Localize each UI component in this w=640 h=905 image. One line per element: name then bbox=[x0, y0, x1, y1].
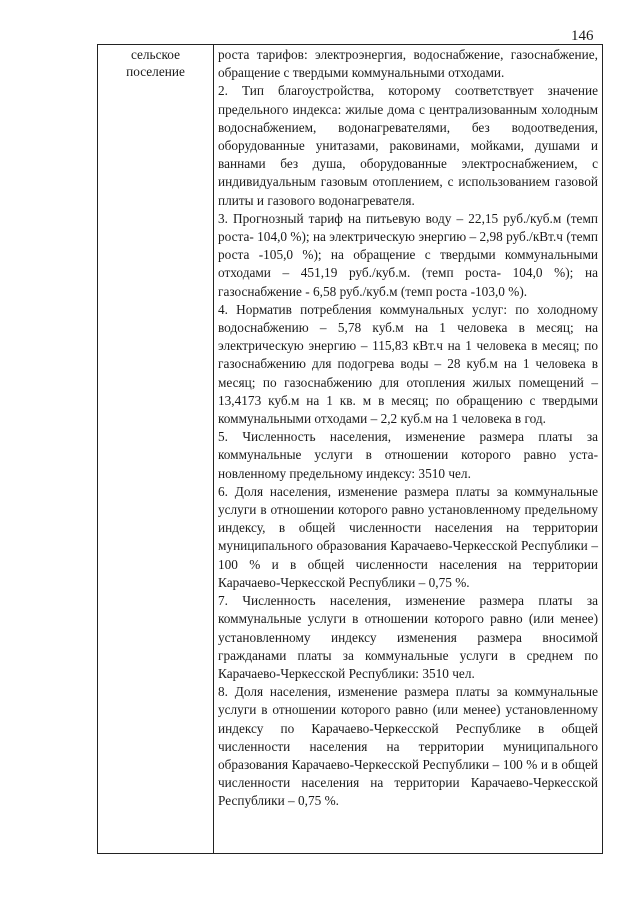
settlement-type-line-2: поселение bbox=[126, 64, 185, 79]
paragraph-forecast-tariff: 3. Прогнозный тариф на питьевую воду – 22,15 руб./куб.м (темп роста- 104,0 %); на электрическую энергию – 2,98 руб./кВт.ч (темп роста -105,0 %); на обращение с твердыми коммунальными отходами – 451,19 руб./куб.м. (темп роста- 104,0 %); на газоснабжение - 6,58 руб./куб.м (темп роста -103,0 %). bbox=[218, 210, 598, 299]
paragraph-population-share-average: 8. Доля населения, изменение размера платы за коммунальные услуги в отношении которого равно (или менее) установленному индексу по Карачаево-Черкесской Республике в общей численности населения на территории муниципального образования Карачаево-Черкесской Республики – 100 % и в общей численности населения на территории Карачаево-Черкесской Республики – 0,75 %. bbox=[218, 684, 598, 809]
settlement-type-cell bbox=[98, 45, 214, 853]
paragraph-improvement-type: 2. Тип благоустройства, которому соответствует значение предельного индекса: жилые дома с централизованным холодным водоснабжением, водонагревателями, без водоотведения, оборудованные унитазами, раковинами, мойками, душами и ваннами без душа, оборудованные электроснабжением, с индивидуальным газовым отоплением, с использованием газовой плиты и газового водонагревателя. bbox=[218, 83, 598, 208]
paragraph-population-count-average: 7. Численность населения, изменение размера платы за коммунальные услуги в отношении которого равно (или менее) установленному индексу изменения размера вносимой гражданами платы за коммунальные услуги в среднем по Карачаево-Черкесской Республики: 3510 чел. bbox=[218, 593, 598, 681]
details-cell bbox=[214, 45, 602, 853]
paragraph-tariff-growth: роста тарифов: электроэнергия, водоснабжение, газоснабжение, обращение с твердыми коммунальными отходами. bbox=[218, 47, 598, 81]
page-number: 146 bbox=[571, 28, 594, 44]
settlement-type-line-1: сельское bbox=[130, 47, 181, 62]
paragraph-population-count: 5. Численность населения, изменение размера платы за коммунальные услуги в отношении которого равно установленному предельному индексу: 3510 чел. bbox=[218, 429, 598, 481]
paragraph-consumption-norm: 4. Норматив потребления коммунальных услуг: по холодному водоснабжению – 5,78 куб.м на 1 человека в месяц; на электрическую энергию – 115,83 кВт.ч на 1 человека в месяц; по газоснабжению для подогрева воды – 28 куб.м на 1 человека в месяц; по газоснабжению для отопления жилых помещений – 13,4173 куб.м на 1 кв. м в месяц; по обращению с твердыми коммунальными отходами – 2,2 куб.м на 1 человека в год. bbox=[218, 301, 598, 427]
document-table bbox=[97, 44, 603, 854]
paragraph-population-share: 6. Доля населения, изменение размера платы за коммунальные услуги в отношении которого равно установленному предельному индексу, в общей численности населения на территории муниципального образования Карачаево-Черкесской Республики – 100 % и в общей численности населения на территории Карачаево-Черкесской Республики – 0,75 %. bbox=[218, 483, 598, 590]
